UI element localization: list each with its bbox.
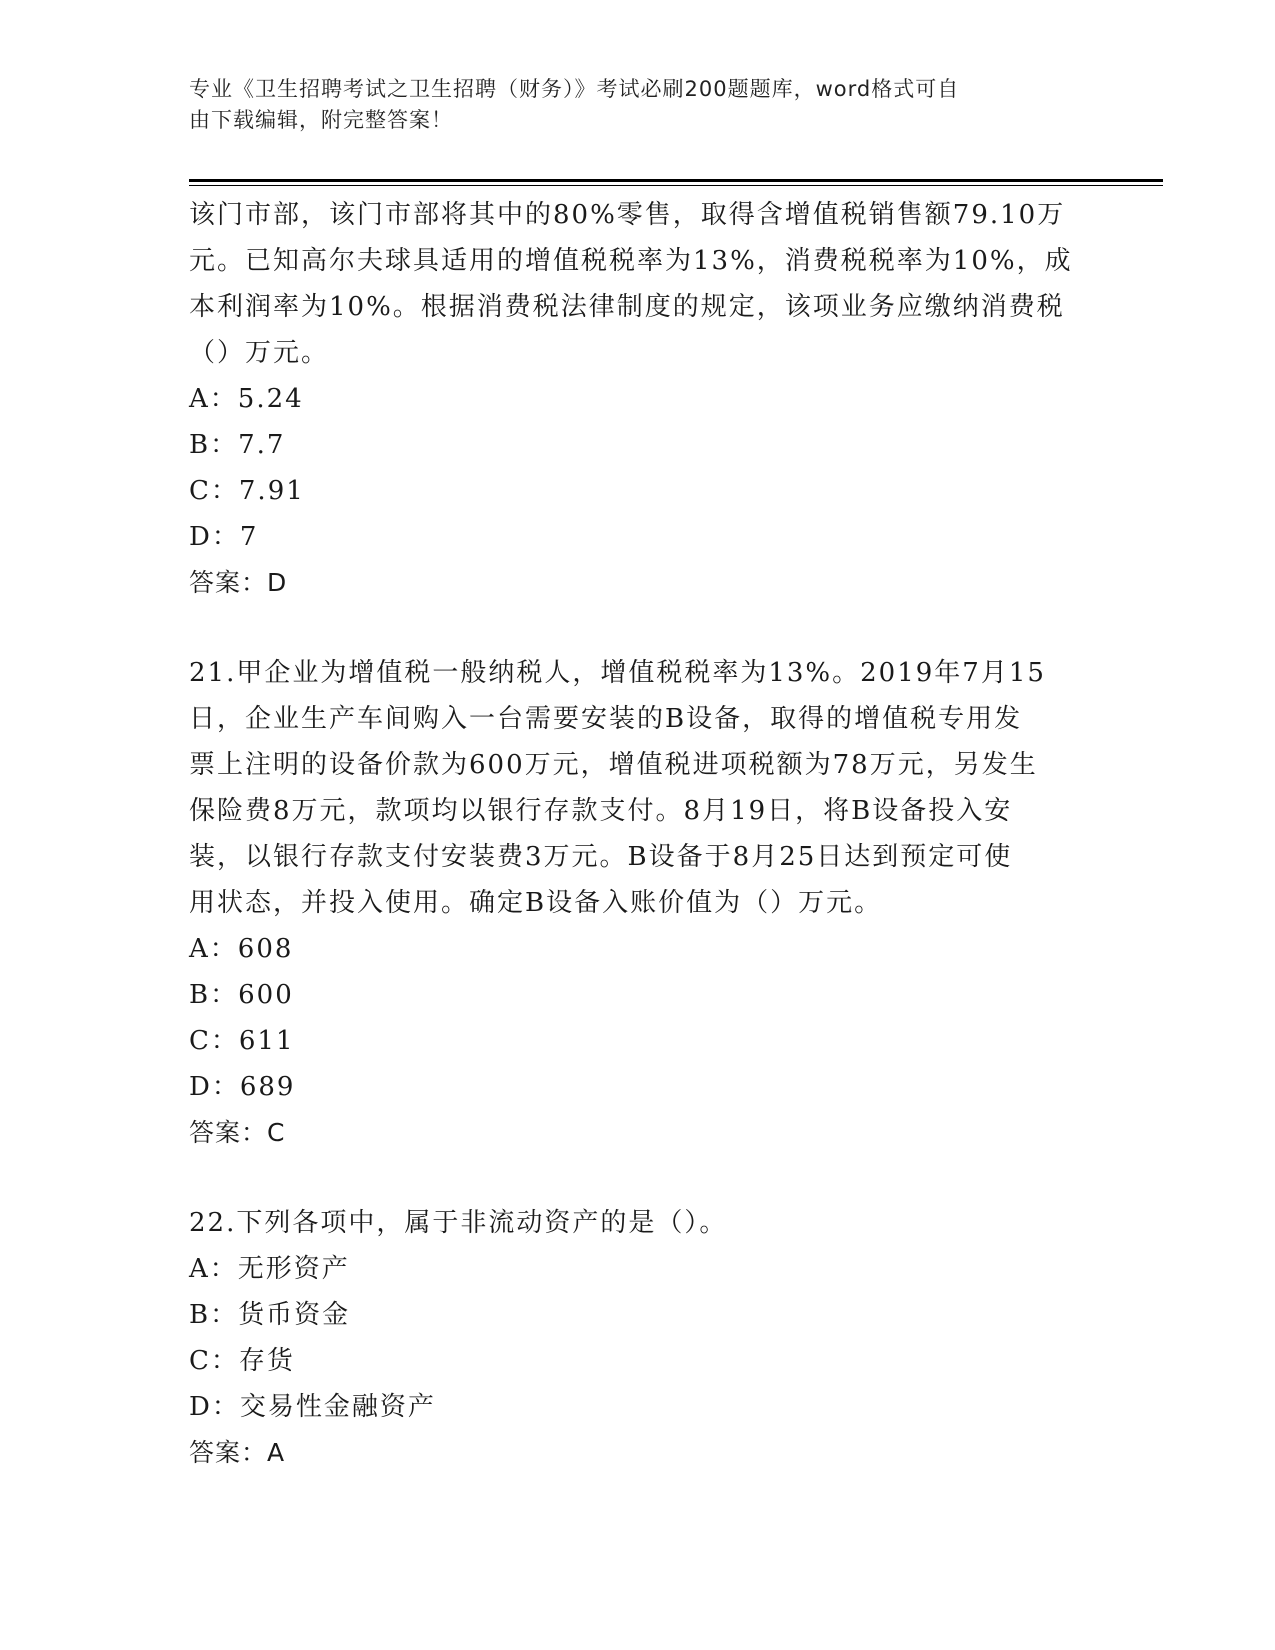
- question-content: [189, 192, 1089, 1476]
- question-20-line-2: 元。已知高尔夫球具适用的增值税税率为13%，消费税税率为10%，成: [189, 246, 1073, 276]
- question-21-line-4: 保险费8万元，款项均以银行存款支付。8月19日，将B设备投入安: [189, 796, 1013, 826]
- header-divider-thin: [189, 185, 1163, 186]
- question-20-line-3: 本利润率为10%。根据消费税法律制度的规定，该项业务应缴纳消费税: [189, 292, 1065, 322]
- question-20-option-c: C：7.91: [189, 476, 305, 506]
- header-divider-thick: [189, 179, 1163, 182]
- question-21-option-c: C：611: [189, 1026, 295, 1056]
- question-20: [189, 192, 1089, 606]
- question-21-line-6: 用状态，并投入使用。确定B设备入账价值为（）万元。: [189, 888, 883, 918]
- question-21-answer: 答案：C: [189, 1118, 286, 1147]
- question-20-option-d: D：7: [189, 522, 259, 552]
- question-20-line-4: （）万元。: [189, 338, 330, 368]
- question-20-answer: 答案：D: [189, 568, 288, 597]
- question-20-line-1: 该门市部，该门市部将其中的80%零售，取得含增值税销售额79.10万: [189, 200, 1066, 230]
- question-21-line-1: 21.甲企业为增值税一般纳税人，增值税税率为13%。2019年7月15: [189, 658, 1046, 688]
- question-20-option-a: A：5.24: [189, 384, 304, 414]
- question-20-option-b: B：7.7: [189, 430, 286, 460]
- question-21-line-2: 日，企业生产车间购入一台需要安装的B设备，取得的增值税专用发: [189, 704, 1023, 734]
- question-21-option-b: B：600: [189, 980, 294, 1010]
- question-22-option-b: B：货币资金: [189, 1300, 351, 1330]
- document-header: [189, 74, 1089, 136]
- question-21: [189, 650, 1089, 1156]
- question-21-line-5: 装，以银行存款支付安装费3万元。B设备于8月25日达到预定可使: [189, 842, 1013, 872]
- question-22-option-d: D：交易性金融资产: [189, 1392, 436, 1422]
- question-21-line-3: 票上注明的设备价款为600万元，增值税进项税额为78万元，另发生: [189, 750, 1038, 780]
- question-22-option-a: A：无形资产: [189, 1254, 350, 1284]
- question-22-line-1: 22.下列各项中，属于非流动资产的是（）。: [189, 1208, 728, 1238]
- question-22: [189, 1200, 1089, 1476]
- question-22-answer: 答案：A: [189, 1438, 286, 1467]
- question-22-option-c: C：存货: [189, 1346, 295, 1376]
- header-line-1: 专业《卫生招聘考试之卫生招聘（财务）》考试必刷200题题库，word格式可自: [189, 77, 960, 101]
- header-line-2: 由下载编辑，附完整答案！: [189, 108, 453, 132]
- question-21-option-a: A：608: [189, 934, 294, 964]
- question-21-option-d: D：689: [189, 1072, 296, 1102]
